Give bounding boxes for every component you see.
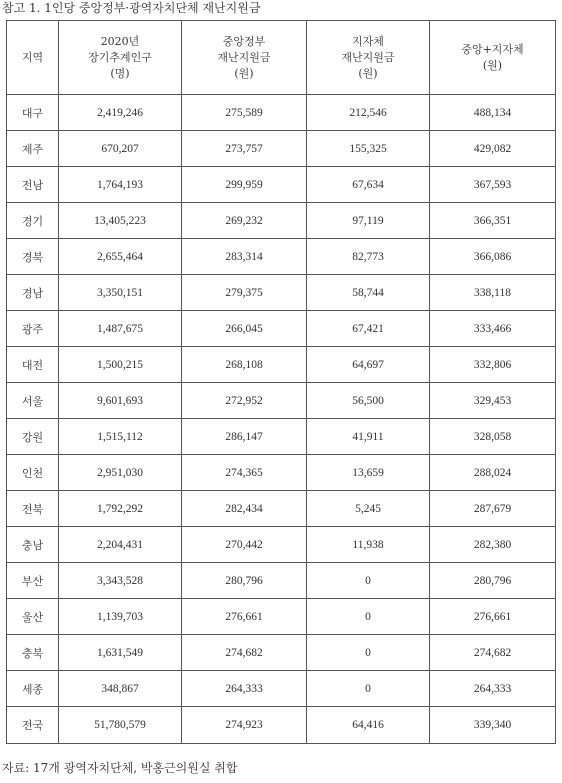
table-row bbox=[7, 419, 556, 455]
cell-combined-grant: 264,333 bbox=[430, 671, 556, 707]
table-row bbox=[7, 383, 556, 419]
cell-combined-grant: 288,024 bbox=[430, 455, 556, 491]
cell-region: 서울 bbox=[7, 383, 59, 419]
header-line: (원) bbox=[358, 66, 378, 80]
cell-combined-grant: 333,466 bbox=[430, 311, 556, 347]
cell-local-grant: 5,245 bbox=[307, 491, 430, 527]
cell-central-grant: 270,442 bbox=[182, 527, 307, 563]
source-note: 자료: 17개 광역자치단체, 박홍근의원실 취합 bbox=[2, 761, 238, 775]
cell-local-grant: 212,546 bbox=[307, 95, 430, 131]
cell-population: 2,951,030 bbox=[59, 455, 182, 491]
cell-combined-grant: 332,806 bbox=[430, 347, 556, 383]
cell-combined-grant: 367,593 bbox=[430, 167, 556, 203]
cell-central-grant: 286,147 bbox=[182, 419, 307, 455]
table-row bbox=[7, 275, 556, 311]
cell-local-grant: 41,911 bbox=[307, 419, 430, 455]
cell-central-grant: 280,796 bbox=[182, 563, 307, 599]
cell-central-grant: 299,959 bbox=[182, 167, 307, 203]
cell-region: 강원 bbox=[7, 419, 59, 455]
cell-local-grant: 97,119 bbox=[307, 203, 430, 239]
cell-population: 2,204,431 bbox=[59, 527, 182, 563]
cell-population: 2,419,246 bbox=[59, 95, 182, 131]
cell-local-grant: 13,659 bbox=[307, 455, 430, 491]
header-line: 지자체 bbox=[352, 34, 384, 48]
cell-population: 1,139,703 bbox=[59, 599, 182, 635]
table-row bbox=[7, 527, 556, 563]
cell-combined-grant: 287,679 bbox=[430, 491, 556, 527]
header-line: 장기추계인구 bbox=[88, 50, 152, 64]
header-line: 재난지원금 bbox=[217, 50, 271, 64]
cell-local-grant: 0 bbox=[307, 563, 430, 599]
cell-region: 충남 bbox=[7, 527, 59, 563]
cell-region: 전남 bbox=[7, 167, 59, 203]
cell-region: 울산 bbox=[7, 599, 59, 635]
cell-central-grant: 282,434 bbox=[182, 491, 307, 527]
cell-central-grant: 273,757 bbox=[182, 131, 307, 167]
table-row bbox=[7, 311, 556, 347]
header-line: (원) bbox=[482, 58, 503, 72]
cell-population: 3,343,528 bbox=[59, 563, 182, 599]
cell-local-grant: 82,773 bbox=[307, 239, 430, 275]
cell-population: 1,764,193 bbox=[59, 167, 182, 203]
table-row bbox=[7, 707, 556, 744]
header-line: 재난지원금 bbox=[341, 50, 395, 64]
header-region bbox=[7, 21, 59, 95]
table-row bbox=[7, 239, 556, 275]
table-body bbox=[7, 95, 556, 744]
cell-population: 1,792,292 bbox=[59, 491, 182, 527]
cell-central-grant: 272,952 bbox=[182, 383, 307, 419]
cell-central-grant: 275,589 bbox=[182, 95, 307, 131]
cell-population: 2,655,464 bbox=[59, 239, 182, 275]
cell-region: 광주 bbox=[7, 311, 59, 347]
cell-central-grant: 264,333 bbox=[182, 671, 307, 707]
table-caption: 참고 1. 1인당 중앙정부·광역자치단체 재난지원금 bbox=[2, 1, 261, 15]
cell-central-grant: 274,682 bbox=[182, 635, 307, 671]
table-row bbox=[7, 95, 556, 131]
header-line: 중앙정부 bbox=[222, 34, 266, 48]
header-line: (원) bbox=[234, 66, 254, 80]
cell-local-grant: 67,421 bbox=[307, 311, 430, 347]
table-row bbox=[7, 167, 556, 203]
cell-combined-grant: 339,340 bbox=[430, 707, 556, 744]
cell-central-grant: 266,045 bbox=[182, 311, 307, 347]
cell-central-grant: 276,661 bbox=[182, 599, 307, 635]
table-row bbox=[7, 203, 556, 239]
header-line: 중앙+지자체 bbox=[461, 42, 524, 56]
cell-central-grant: 268,108 bbox=[182, 347, 307, 383]
cell-local-grant: 11,938 bbox=[307, 527, 430, 563]
cell-population: 3,350,151 bbox=[59, 275, 182, 311]
cell-region: 부산 bbox=[7, 563, 59, 599]
cell-region: 경북 bbox=[7, 239, 59, 275]
cell-local-grant: 58,744 bbox=[307, 275, 430, 311]
cell-central-grant: 274,365 bbox=[182, 455, 307, 491]
cell-region: 제주 bbox=[7, 131, 59, 167]
cell-combined-grant: 328,058 bbox=[430, 419, 556, 455]
cell-region: 경남 bbox=[7, 275, 59, 311]
disaster-relief-table bbox=[6, 20, 556, 744]
table-row bbox=[7, 455, 556, 491]
cell-combined-grant: 329,453 bbox=[430, 383, 556, 419]
cell-local-grant: 67,634 bbox=[307, 167, 430, 203]
cell-region: 인천 bbox=[7, 455, 59, 491]
cell-region: 대전 bbox=[7, 347, 59, 383]
cell-combined-grant: 366,086 bbox=[430, 239, 556, 275]
cell-central-grant: 279,375 bbox=[182, 275, 307, 311]
cell-combined-grant: 488,134 bbox=[430, 95, 556, 131]
header-local-grant bbox=[307, 21, 430, 95]
cell-local-grant: 0 bbox=[307, 599, 430, 635]
header-line: 지역 bbox=[21, 50, 44, 64]
cell-local-grant: 0 bbox=[307, 635, 430, 671]
cell-population: 1,500,215 bbox=[59, 347, 182, 383]
cell-population: 348,867 bbox=[59, 671, 182, 707]
cell-local-grant: 0 bbox=[307, 671, 430, 707]
cell-central-grant: 269,232 bbox=[182, 203, 307, 239]
cell-population: 51,780,579 bbox=[59, 707, 182, 744]
cell-population: 670,207 bbox=[59, 131, 182, 167]
cell-region: 충북 bbox=[7, 635, 59, 671]
cell-region: 전국 bbox=[7, 707, 59, 744]
cell-region: 전북 bbox=[7, 491, 59, 527]
cell-combined-grant: 274,682 bbox=[430, 635, 556, 671]
cell-population: 1,487,675 bbox=[59, 311, 182, 347]
cell-combined-grant: 366,351 bbox=[430, 203, 556, 239]
cell-central-grant: 283,314 bbox=[182, 239, 307, 275]
header-line: 2020년 bbox=[100, 34, 140, 48]
header-combined-grant bbox=[430, 21, 556, 95]
cell-population: 1,515,112 bbox=[59, 419, 182, 455]
cell-combined-grant: 280,796 bbox=[430, 563, 556, 599]
cell-region: 경기 bbox=[7, 203, 59, 239]
table-row bbox=[7, 491, 556, 527]
table-row bbox=[7, 131, 556, 167]
cell-combined-grant: 282,380 bbox=[430, 527, 556, 563]
cell-local-grant: 56,500 bbox=[307, 383, 430, 419]
cell-region: 세종 bbox=[7, 671, 59, 707]
table-row bbox=[7, 563, 556, 599]
table-row bbox=[7, 347, 556, 383]
header-population bbox=[59, 21, 182, 95]
header-central-grant bbox=[182, 21, 307, 95]
cell-combined-grant: 338,118 bbox=[430, 275, 556, 311]
cell-population: 13,405,223 bbox=[59, 203, 182, 239]
cell-local-grant: 155,325 bbox=[307, 131, 430, 167]
table-row bbox=[7, 671, 556, 707]
cell-population: 1,631,549 bbox=[59, 635, 182, 671]
cell-population: 9,601,693 bbox=[59, 383, 182, 419]
cell-local-grant: 64,416 bbox=[307, 707, 430, 744]
cell-central-grant: 274,923 bbox=[182, 707, 307, 744]
cell-combined-grant: 429,082 bbox=[430, 131, 556, 167]
table-row bbox=[7, 635, 556, 671]
header-line: (명) bbox=[110, 66, 130, 80]
header-row bbox=[7, 21, 556, 95]
table-row bbox=[7, 599, 556, 635]
cell-combined-grant: 276,661 bbox=[430, 599, 556, 635]
cell-local-grant: 64,697 bbox=[307, 347, 430, 383]
cell-region: 대구 bbox=[7, 95, 59, 131]
